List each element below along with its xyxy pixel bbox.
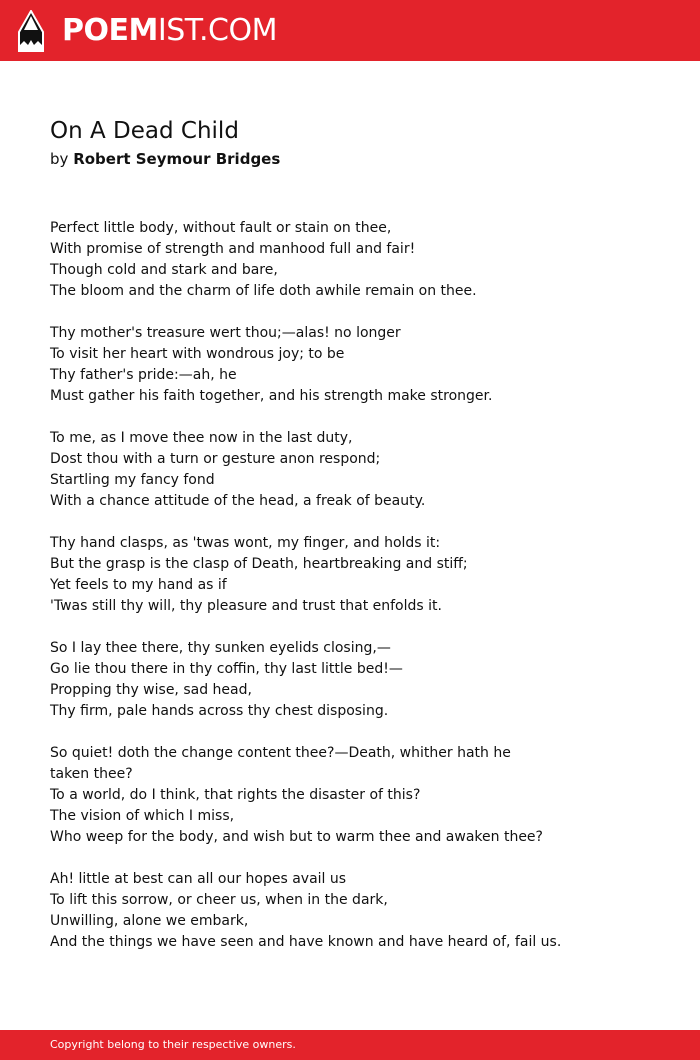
byline [50,148,280,170]
poem-line: So quiet! doth the change content thee?—Death, whither hath he taken thee? [50,745,511,782]
poem-line: But the grasp is the clasp of Death, heartbreaking and stiff; [50,556,468,572]
poem-line: Perfect little body, without fault or stain on thee, [50,220,392,236]
poem-line: 'Twas still thy will, thy pleasure and trust that enfolds it. [50,598,442,614]
by-label: by [50,150,69,168]
site-logo[interactable] [62,11,277,51]
poem-line: With a chance attitude of the head, a freak of beauty. [50,493,426,509]
pencil-nib-icon[interactable] [18,10,44,52]
stanza [50,323,550,407]
stanza [50,533,550,617]
poem-line: Thy firm, pale hands across thy chest disposing. [50,703,389,719]
poem-line: Go lie thou there in thy coffin, thy last little bed!— [50,661,403,677]
poem-line: Must gather his faith together, and his strength make stronger. [50,388,493,404]
poem-line: Though cold and stark and bare, [50,262,278,278]
poem-line: Propping thy wise, sad head, [50,682,252,698]
poem-line: The bloom and the charm of life doth awhile remain on thee. [50,283,477,299]
stanza [50,428,550,512]
poem-body [50,218,562,974]
poem-line: Dost thou with a turn or gesture anon respond; [50,451,381,467]
poem-line: And the things we have seen and have known and have heard of, fail us. [50,934,562,950]
stanza [50,218,550,302]
poem-line: To lift this sorrow, or cheer us, when in the dark, [50,892,388,908]
logo-bold-text: POEM [62,13,158,48]
poem-line: Thy mother's treasure wert thou;—alas! no longer [50,325,401,341]
poem-title: On A Dead Child [50,118,239,144]
poem-line: Unwilling, alone we embark, [50,913,249,929]
poem-line: To me, as I move thee now in the last duty, [50,430,353,446]
poem-line: Thy hand clasps, as 'twas wont, my finger, and holds it: [50,535,441,551]
poem-line: To visit her heart with wondrous joy; to be [50,346,345,362]
poem-line: So I lay thee there, thy sunken eyelids closing,— [50,640,391,656]
stanza [50,638,550,722]
author-name: Robert Seymour Bridges [73,150,281,168]
stanza [50,869,562,953]
poem-line: Who weep for the body, and wish but to warm thee and awaken thee? [50,829,543,845]
footer-bar [0,1030,700,1060]
poem-line: To a world, do I think, that rights the disaster of this? [50,787,421,803]
poem-line: Thy father's pride:—ah, he [50,367,237,383]
stanza [50,743,550,848]
poem-line: The vision of which I miss, [50,808,235,824]
poem-line: Startling my fancy fond [50,472,215,488]
poem-line: Ah! little at best can all our hopes avail us [50,871,347,887]
header-bar [0,0,700,61]
logo-light-text: IST.COM [157,13,277,48]
poem-line: With promise of strength and manhood full and fair! [50,241,416,257]
poem-line: Yet feels to my hand as if [50,577,227,593]
copyright-text: Copyright belong to their respective owners. [50,1038,296,1051]
